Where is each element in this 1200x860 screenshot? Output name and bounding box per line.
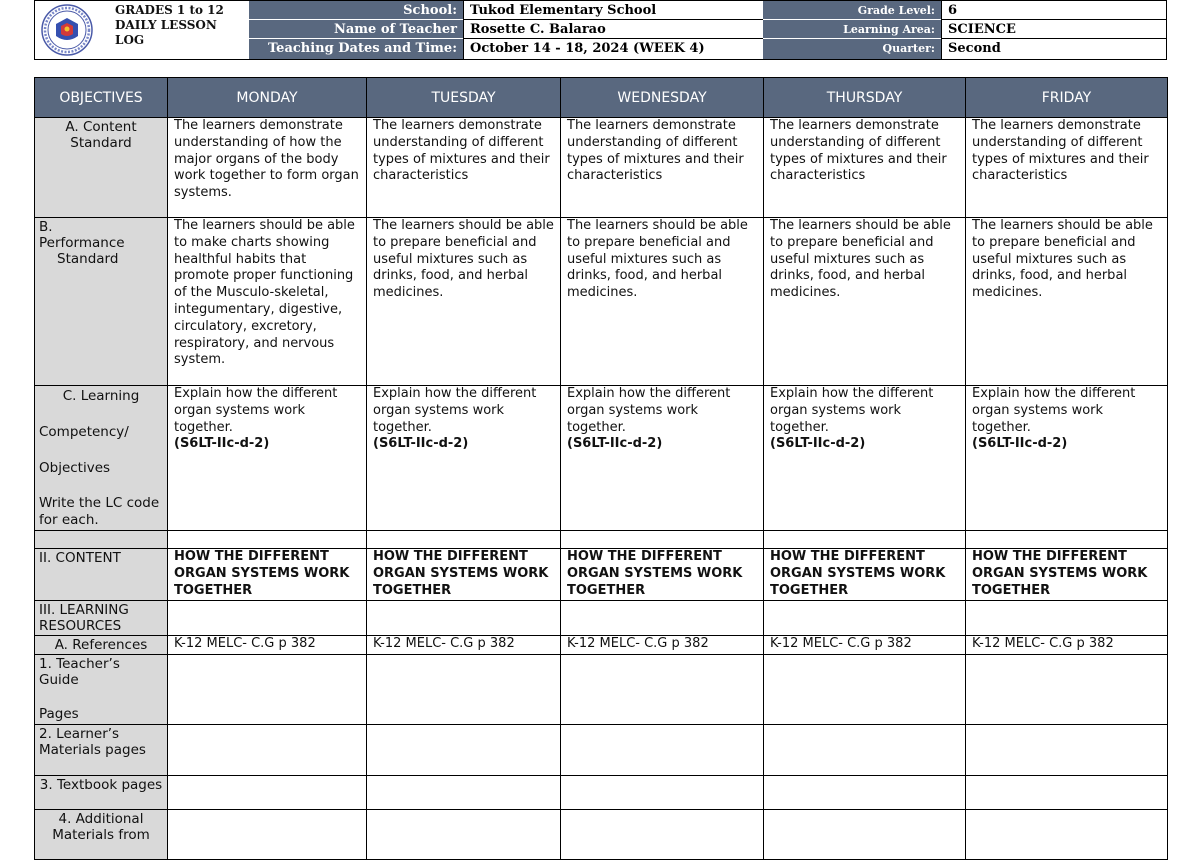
performance-standard-label — [35, 218, 168, 386]
additional-materials-cell — [168, 810, 367, 860]
learning-area-label: Learning Area: — [763, 20, 941, 39]
learning-competency-row — [35, 386, 1168, 531]
lesson-log-header — [34, 0, 1167, 60]
content-row — [35, 549, 1168, 601]
lc-code: (S6LT-IIc-d-2) — [770, 436, 866, 452]
teacher-label: Name of Teacher — [249, 20, 463, 39]
references-label: A. References — [35, 636, 168, 655]
learners-materials-cell — [367, 725, 561, 776]
content-label: II. CONTENT — [35, 549, 168, 601]
lesson-log-table — [34, 77, 1168, 860]
competency-text: Explain how the different organ systems work together. — [373, 386, 537, 435]
learning-resources-cell — [367, 601, 561, 636]
spacer-cell — [561, 531, 764, 549]
additional-materials-label: 4. Additional Materials from — [35, 810, 168, 860]
column-header-thursday: THURSDAY — [764, 78, 966, 118]
lc-code: (S6LT-IIc-d-2) — [373, 436, 469, 452]
quarter-value: Second — [941, 39, 1166, 59]
learning-resources-cell — [168, 601, 367, 636]
learners-materials-label: 2. Learner’s Materials pages — [35, 725, 168, 776]
lesson-log-title — [115, 3, 245, 48]
learning-resources-cell — [764, 601, 966, 636]
grade-level-value: 6 — [941, 1, 1166, 20]
performance-standard-wednesday: The learners should be able to prepare beneficial and useful mixtures such as drinks, food, and herbal medicines. — [561, 218, 764, 386]
spacer-row — [35, 531, 1168, 549]
column-header-tuesday: TUESDAY — [367, 78, 561, 118]
learning-competency-label-b: Competency/ — [39, 424, 129, 440]
column-header-monday: MONDAY — [168, 78, 367, 118]
learners-materials-row — [35, 725, 1168, 776]
teachers-guide-label-a: 1. Teacher’s Guide — [39, 656, 120, 688]
performance-standard-label-a: B. — [39, 219, 53, 235]
teachers-guide-cell — [367, 655, 561, 725]
content-standard-friday: The learners demonstrate understanding of different types of mixtures and their characteristics — [966, 118, 1168, 218]
spacer-cell — [966, 531, 1168, 549]
learning-competency-wednesday — [561, 386, 764, 531]
additional-materials-row — [35, 810, 1168, 860]
performance-standard-monday: The learners should be able to make charts showing healthful habits that promote proper functioning of the Musculo-skeletal, integumentary, digestive, circulatory, excretory, respiratory, and nervous system. — [168, 218, 367, 386]
learning-resources-cell — [966, 601, 1168, 636]
content-standard-thursday: The learners demonstrate understanding of different types of mixtures and their characteristics — [764, 118, 966, 218]
references-friday: K-12 MELC- C.G p 382 — [966, 636, 1168, 655]
content-standard-wednesday: The learners demonstrate understanding of different types of mixtures and their characteristics — [561, 118, 764, 218]
textbook-cell — [367, 776, 561, 810]
references-tuesday: K-12 MELC- C.G p 382 — [367, 636, 561, 655]
quarter-label: Quarter: — [763, 39, 941, 59]
learning-competency-friday — [966, 386, 1168, 531]
learning-competency-label-c: Objectives — [39, 460, 111, 476]
competency-text: Explain how the different organ systems work together. — [174, 386, 338, 435]
teachers-guide-cell — [764, 655, 966, 725]
additional-materials-cell — [966, 810, 1168, 860]
dates-label: Teaching Dates and Time: — [249, 39, 463, 59]
lc-code: (S6LT-IIc-d-2) — [567, 436, 663, 452]
references-wednesday: K-12 MELC- C.G p 382 — [561, 636, 764, 655]
textbook-cell — [168, 776, 367, 810]
textbook-cell — [966, 776, 1168, 810]
table-header-row — [35, 78, 1168, 118]
column-header-friday: FRIDAY — [966, 78, 1168, 118]
content-monday: HOW THE DIFFERENT ORGAN SYSTEMS WORK TOGETHER — [168, 549, 367, 601]
references-thursday: K-12 MELC- C.G p 382 — [764, 636, 966, 655]
content-standard-row — [35, 118, 1168, 218]
learners-materials-cell — [764, 725, 966, 776]
content-standard-label-a: A. Content — [65, 119, 137, 135]
competency-text: Explain how the different organ systems work together. — [972, 386, 1136, 435]
performance-standard-tuesday: The learners should be able to prepare beneficial and useful mixtures such as drinks, food, and herbal medicines. — [367, 218, 561, 386]
column-header-wednesday: WEDNESDAY — [561, 78, 764, 118]
additional-materials-cell — [764, 810, 966, 860]
content-standard-label — [35, 118, 168, 218]
title-line-1: GRADES 1 to 12 — [115, 3, 224, 17]
learning-competency-tuesday — [367, 386, 561, 531]
spacer-cell — [168, 531, 367, 549]
textbook-row — [35, 776, 1168, 810]
textbook-cell — [561, 776, 764, 810]
learning-competency-label — [35, 386, 168, 531]
title-line-2: DAILY LESSON LOG — [115, 18, 217, 47]
teachers-guide-cell — [966, 655, 1168, 725]
additional-materials-cell — [561, 810, 764, 860]
textbook-label: 3. Textbook pages — [35, 776, 168, 810]
performance-standard-row — [35, 218, 1168, 386]
teachers-guide-label — [35, 655, 168, 725]
dates-value: October 14 - 18, 2024 (WEEK 4) — [463, 39, 763, 59]
teacher-value: Rosette C. Balarao — [463, 20, 763, 39]
content-standard-tuesday: The learners demonstrate understanding of different types of mixtures and their characteristics — [367, 118, 561, 218]
spacer-label — [35, 531, 168, 549]
learning-competency-label-d: Write the LC code for each. — [39, 495, 160, 528]
learning-resources-label: III. LEARNING RESOURCES — [35, 601, 168, 636]
learning-resources-row — [35, 601, 1168, 636]
learning-resources-cell — [561, 601, 764, 636]
learners-materials-cell — [168, 725, 367, 776]
grade-level-label: Grade Level: — [763, 1, 941, 20]
content-tuesday: HOW THE DIFFERENT ORGAN SYSTEMS WORK TOGETHER — [367, 549, 561, 601]
performance-standard-label-c: Standard — [57, 251, 119, 267]
spacer-cell — [764, 531, 966, 549]
lc-code: (S6LT-IIc-d-2) — [174, 436, 270, 452]
learners-materials-cell — [966, 725, 1168, 776]
references-row — [35, 636, 1168, 655]
competency-text: Explain how the different organ systems work together. — [770, 386, 934, 435]
content-friday: HOW THE DIFFERENT ORGAN SYSTEMS WORK TOGETHER — [966, 549, 1168, 601]
learners-materials-cell — [561, 725, 764, 776]
school-value: Tukod Elementary School — [463, 1, 763, 20]
teachers-guide-cell — [561, 655, 764, 725]
learning-competency-thursday — [764, 386, 966, 531]
textbook-cell — [764, 776, 966, 810]
column-header-objectives: OBJECTIVES — [35, 78, 168, 118]
content-standard-label-b: Standard — [70, 135, 132, 151]
competency-text: Explain how the different organ systems work together. — [567, 386, 731, 435]
deped-seal-icon — [41, 4, 93, 56]
logo-area — [35, 1, 245, 59]
content-thursday: HOW THE DIFFERENT ORGAN SYSTEMS WORK TOGETHER — [764, 549, 966, 601]
references-monday: K-12 MELC- C.G p 382 — [168, 636, 367, 655]
lc-code: (S6LT-IIc-d-2) — [972, 436, 1068, 452]
learning-area-value: SCIENCE — [941, 20, 1166, 39]
teachers-guide-row — [35, 655, 1168, 725]
performance-standard-label-b: Performance — [39, 235, 125, 251]
performance-standard-thursday: The learners should be able to prepare beneficial and useful mixtures such as drinks, food, and herbal medicines. — [764, 218, 966, 386]
content-standard-monday: The learners demonstrate understanding of how the major organs of the body work together to form organ systems. — [168, 118, 367, 218]
teachers-guide-cell — [168, 655, 367, 725]
learning-competency-label-a: C. Learning — [62, 388, 140, 404]
learning-competency-monday — [168, 386, 367, 531]
spacer-cell — [367, 531, 561, 549]
content-wednesday: HOW THE DIFFERENT ORGAN SYSTEMS WORK TOGETHER — [561, 549, 764, 601]
additional-materials-cell — [367, 810, 561, 860]
school-label: School: — [249, 1, 463, 20]
performance-standard-friday: The learners should be able to prepare beneficial and useful mixtures such as drinks, food, and herbal medicines. — [966, 218, 1168, 386]
teachers-guide-label-b: Pages — [39, 706, 79, 722]
